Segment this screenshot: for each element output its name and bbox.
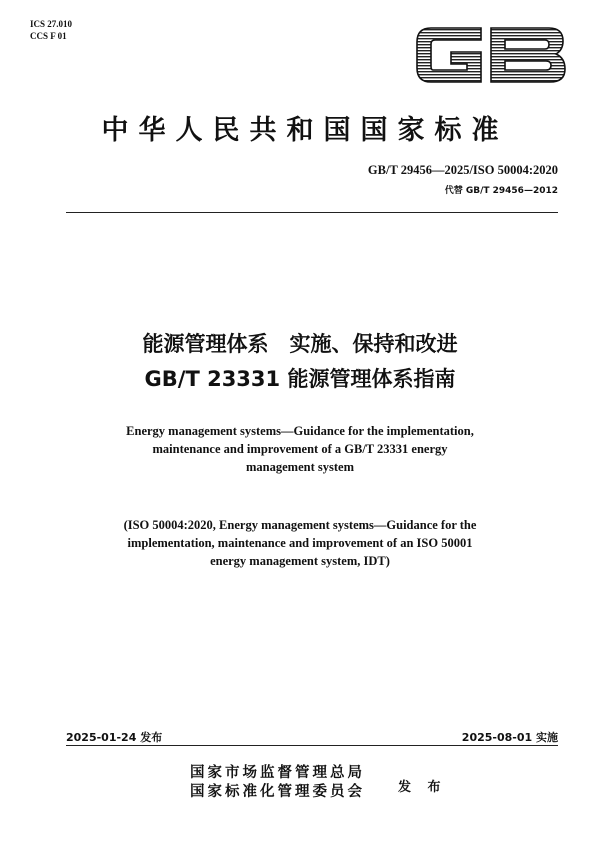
ics-code: ICS 27.010: [30, 19, 73, 29]
classification-codes: [30, 18, 72, 42]
implementation-date: 2025-08-01 实施: [461, 731, 558, 744]
standard-type-title: 中华人民共和国国家标准: [101, 115, 509, 146]
iso-reference-line3: energy management system, IDT): [210, 554, 390, 568]
iso-reference: [0, 516, 600, 570]
iso-reference-line2: implementation, maintenance and improvement of an ISO 50001: [127, 536, 473, 550]
title-en-line2: maintenance and improvement of a GB/T 23331 energy: [152, 442, 448, 456]
top-divider: [66, 212, 558, 213]
title-cn-line1: 能源管理体系 实施、保持和改进: [142, 332, 458, 356]
title-en: [0, 422, 600, 476]
issuer-line1: 国家市场监督管理总局: [190, 764, 365, 781]
gb-logo: [411, 20, 569, 90]
bottom-divider: [66, 745, 558, 746]
standard-number: GB/T 29456—2025/ISO 50004:2020: [367, 163, 558, 177]
title-cn-line2: GB/T 23331 能源管理体系指南: [144, 367, 456, 391]
title-en-line3: management system: [246, 460, 354, 474]
ccs-code: CCS F 01: [30, 31, 67, 41]
title-en-line1: Energy management systems—Guidance for the implementation,: [126, 424, 474, 438]
replaces-standard: 代替 GB/T 29456—2012: [444, 186, 558, 196]
publish-label: 发 布: [398, 780, 447, 795]
issuer-line2: 国家标准化管理委员会: [190, 783, 365, 800]
release-date: 2025-01-24 发布: [66, 731, 163, 744]
iso-reference-line1: (ISO 50004:2020, Energy management systems—Guidance for the: [123, 518, 477, 532]
issuing-authorities: [190, 763, 365, 801]
